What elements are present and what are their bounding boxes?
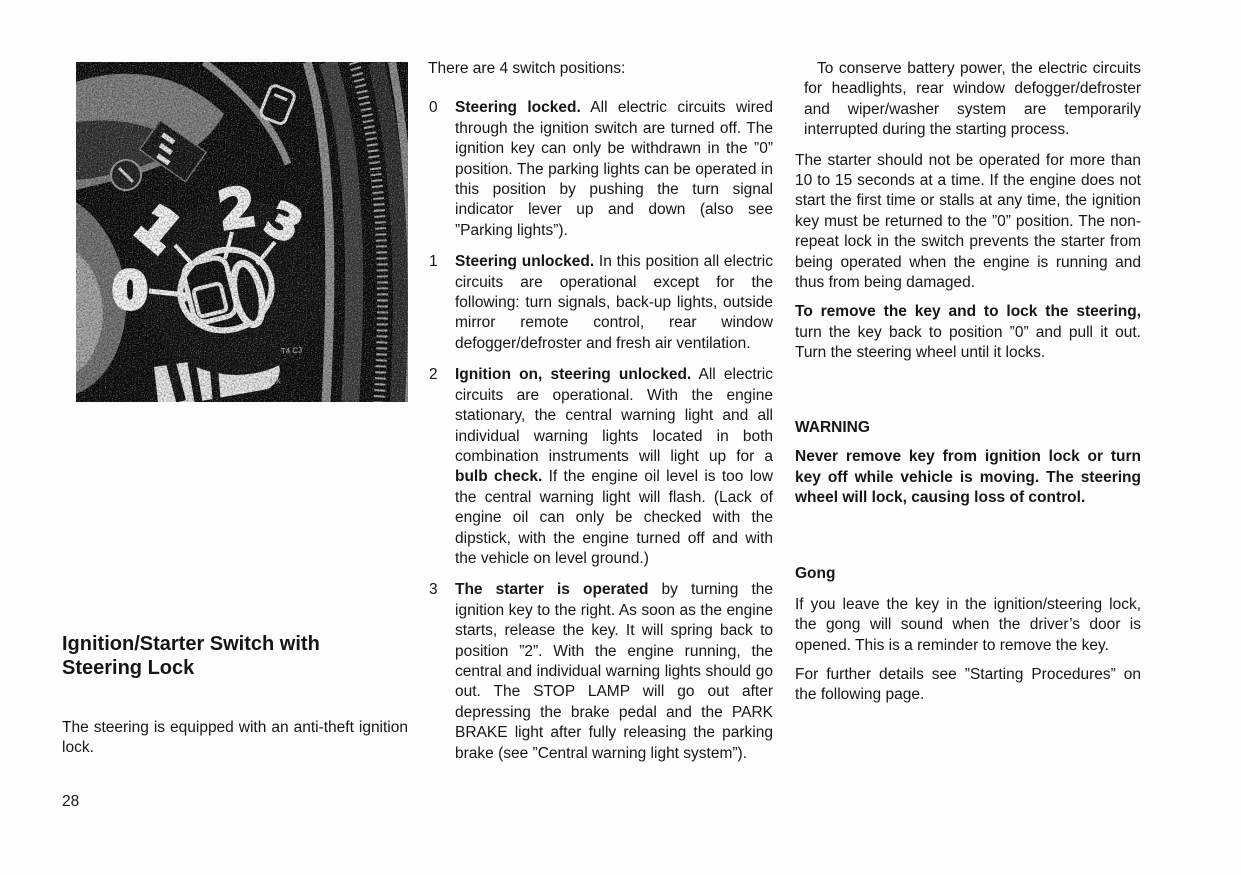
- switch-position-item-2: [428, 365, 773, 569]
- switch-position-item-0: [428, 98, 773, 241]
- switch-position-item-1: [428, 252, 773, 354]
- remove-key-body: turn the key back to position ”0” and pull it out. Turn the steering wheel until it locks.: [795, 323, 1141, 362]
- warning-heading: WARNING: [795, 418, 870, 436]
- switch-positions-list: [428, 98, 773, 764]
- item-number: 3: [429, 581, 438, 599]
- right-column: [795, 59, 1141, 706]
- item-lead-2: bulb check.: [455, 468, 543, 486]
- remove-key-lead: To remove the key and to lock the steering,: [795, 303, 1141, 321]
- item-number: 0: [429, 99, 438, 117]
- switch-positions-intro: There are 4 switch positions:: [428, 60, 626, 77]
- switch-position-item-3: [428, 580, 773, 764]
- starter-operation-paragraph: The starter should not be operated for more than 10 to 15 seconds at a time. If the engine does not start the first time or stalls at any time, the ignition key must be returned to the ”0” position. The non-repeat lock in the switch prevents the starter from being operated when the engine is running and thus from being damaged.: [795, 151, 1141, 292]
- photo-grain-dark: [76, 62, 408, 402]
- battery-conservation-paragraph: To conserve battery power, the electric circuits for headlights, rear window defogger/defroster and wiper/washer system are temporarily interrupted during the starting process.: [804, 60, 1141, 139]
- gong-heading: Gong: [795, 565, 836, 583]
- item-lead: The starter is operated: [455, 581, 649, 599]
- item-lead: Steering unlocked.: [455, 253, 595, 271]
- item-lead: Steering locked.: [455, 99, 581, 117]
- ignition-switch-photo-svg: [76, 62, 408, 402]
- item-number: 1: [429, 253, 438, 271]
- section-intro-paragraph: The steering is equipped with an anti-theft ignition lock.: [62, 719, 408, 757]
- remove-key-paragraph: [795, 302, 1141, 363]
- item-number: 2: [429, 366, 438, 384]
- further-details-paragraph: For further details see ”Starting Procedures” on the following page.: [795, 665, 1141, 704]
- item-lead: Ignition on, steering unlocked.: [455, 366, 692, 384]
- item-body: All electric circuits are operational. With the engine stationary, the central warning light and all individual warning lights located in both combination instruments will light up for a: [455, 366, 773, 465]
- item-body: by turning the ignition key to the right. As soon as the engine starts, release the key. It will spring back to position ”2”. With the engine running, the central and individual warning lights should go out. The STOP LAMP will go out after depressing the brake pedal and the PARK BRAKE light after fully releasing the parking brake (see ”Central warning light system”).: [455, 581, 773, 762]
- page-number: 28: [62, 793, 80, 810]
- item-body-2: If the engine oil level is too low the central warning light will flash. (Lack of engine oil can only be checked with the dipstick, with the engine turned off and with the vehicle on level ground.): [455, 468, 773, 567]
- middle-column: [428, 59, 773, 764]
- section-heading: Ignition/Starter Switch with Steering Lock: [62, 633, 320, 679]
- ignition-switch-photo: [76, 62, 408, 402]
- item-body: In this position all electric circuits are operational except for the following: turn signals, back-up lights, outside mirror remote control, rear window defogger/defroster and fresh air ventilation.: [455, 253, 773, 352]
- gong-body: If you leave the key in the ignition/steering lock, the gong will sound when the driver’s door is opened. This is a reminder to remove the key.: [795, 595, 1141, 654]
- item-body: All electric circuits wired through the ignition switch are turned off. The ignition key can only be withdrawn in the ”0” position. The parking lights can be operated in this position by pushing the turn signal indicator lever up and down (also see ”Parking lights”).: [455, 99, 773, 239]
- warning-body: Never remove key from ignition lock or turn key off while vehicle is moving. The steering wheel will lock, causing loss of control.: [795, 448, 1141, 506]
